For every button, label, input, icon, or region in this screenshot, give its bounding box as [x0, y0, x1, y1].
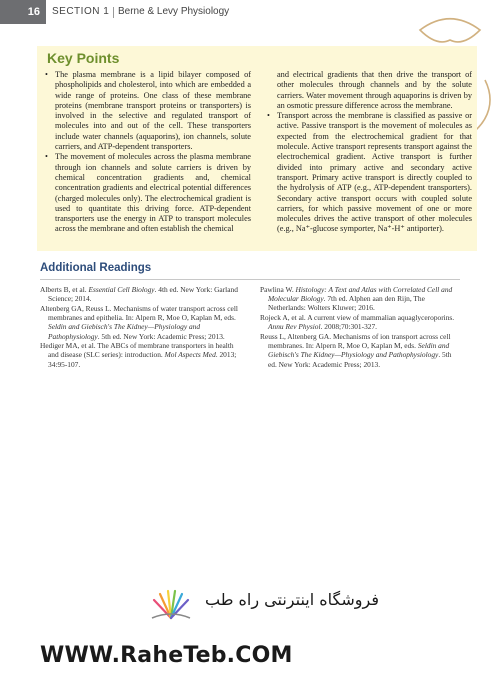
- book-logo-icon: [148, 588, 194, 622]
- section-rule: [40, 279, 460, 280]
- reference-item: Reuss L, Altenberg GA. Mechanisms of ion transport across cell membranes. In: Alpern R, Moe O, Kaplan M, eds. Seldin and Giebisch's The Kidney—Physiology and Pathophysiology. 5th ed. New York: Academic Press; 2013.: [260, 332, 452, 369]
- additional-readings-title: Additional Readings: [40, 262, 152, 274]
- references-column-left: [40, 285, 240, 369]
- reference-item: Rojeck A, et al. A current view of mammalian aquaglyceroporins. Annu Rev Physiol. 2008;70:301-327.: [260, 313, 455, 332]
- reference-item: Alberts B, et al. Essential Cell Biology. 4th ed. New York: Garland Science; 2014.: [40, 285, 238, 304]
- key-point-item: • The movement of molecules across the plasma membrane through ion channels and solute carriers is driven by chemical concentration gradients and, chemical concentration gradients and electrical potential differences (charged molecules only). The electrochemical gradient is used to quantitate this driving force. ATP-dependent transporters use the energy in ATP to transport molecules across the membrane and often establish the chemical: [55, 152, 251, 234]
- key-points-column-right: [267, 70, 472, 235]
- watermark-url[interactable]: WWW.RaheTeb.COM: [40, 643, 293, 668]
- key-point-item: • Transport across the membrane is classified as passive or active. Passive transport is the movement of molecules as expected from the electrochemical gradient for that molecule. Active transport represents transport against the electrochemical gradient. Active transport is further divided into primary active and secondary active transport. Primary active transport is directly coupled to the hydrolysis of ATP (e.g., ATP-dependent transporters). Secondary active transport occurs with coupled solute carriers, for which passive movement of one or more molecules drives the active transport of other molecules (e.g., Na⁺-glucose symporter, Na⁺-H⁺ antiporter).: [277, 111, 472, 235]
- reference-item: Hediger MA, et al. The ABCs of membrane transporters in health and disease (SLC series): introduction. Mol Aspects Med. 2013; 34:95-107.: [40, 341, 237, 369]
- references-column-right: [260, 285, 460, 369]
- header-divider: [113, 7, 114, 18]
- key-points-title: Key Points: [47, 50, 120, 66]
- key-points-box: [37, 46, 477, 251]
- reference-item: Altenberg GA, Reuss L. Mechanisms of water transport across cell membranes and epithelia. In: Alpern R, Moe O, Kaplan M, eds. Seldin and Giebisch's The Kidney—Physiology and Pathophysiology. 5th ed. New York: Academic Press; 2013.: [40, 303, 238, 341]
- book-title: Berne & Levy Physiology: [118, 6, 230, 17]
- page-number: 16: [0, 0, 46, 24]
- section-label: SECTION 1: [52, 6, 110, 17]
- watermark-persian-text: فروشگاه اینترنتی راه طب: [205, 590, 379, 609]
- key-points-column-left: [45, 70, 251, 235]
- reference-item: Pawlina W. Histology: A Text and Atlas with Correlated Cell and Molecular Biology. 7th ed. Alphen aan den Rijn, The Netherlands: Wolters Kluwer; 2016.: [260, 285, 453, 313]
- key-point-continuation: and electrical gradients that then drive the transport of other molecules through channels and by the solute carriers. Water movement through aquaporins is driven by an osmotic pressure difference across the membrane.: [277, 70, 472, 110]
- key-point-item: • The plasma membrane is a lipid bilayer composed of phospholipids and cholesterol, into which are embedded a wide range of proteins. One class of these membrane proteins (membrane transport proteins or transporters) is involved in the selective and regulated transport of molecules into and out of the cell. These transporters include water channels (aquaporins), ion channels, solute carriers, and ATP-dependent transporters.: [55, 70, 251, 152]
